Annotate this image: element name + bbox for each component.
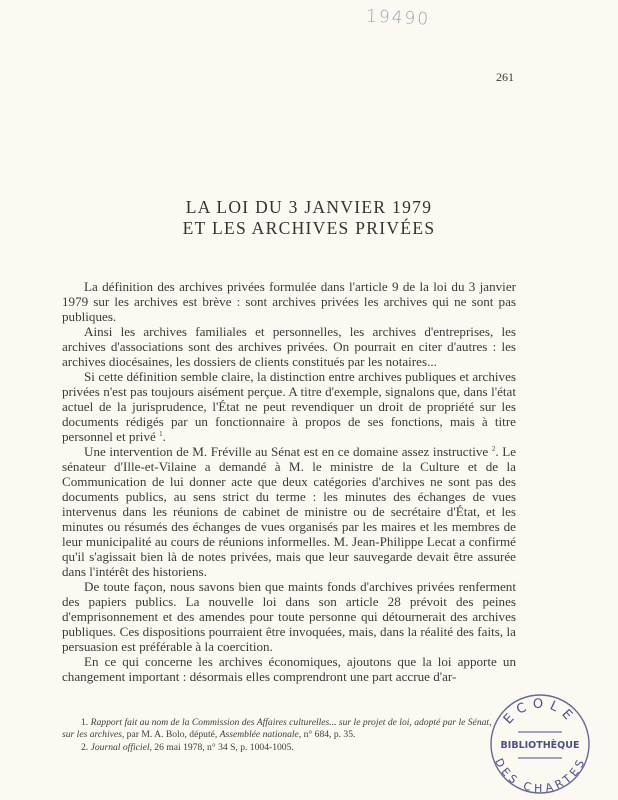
footnote: 1. Rapport fait au nom de la Commission des Affaires culturelles... sur le projet de loi, adopté par le Sénat, sur les archives, par M. A. Bolo, député, Assemblée nationale, n° 684, p. 35.	[62, 717, 492, 741]
title-line-1: LA LOI DU 3 JANVIER 1979	[185, 197, 433, 217]
handwritten-catalog-number: 19490	[365, 6, 431, 30]
paragraph: Si cette définition semble claire, la distinction entre archives publiques et archives privées n'est pas toujours aisément perçue. A titre d'exemple, signalons que, dans l'état actuel de la jurisprudence, l'État ne peut revendiquer un droit de propriété sur les documents rédigés par un fonctionnaire à propos de ses fonctions, mais à titre personnel et privé $^1$.	[62, 369, 516, 444]
library-stamp	[488, 692, 592, 796]
footnotes	[62, 717, 502, 754]
paragraph: Ainsi les archives familiales et personnelles, les archives d'entreprises, les archives d'associations sont des archives privées. On pourrait en citer d'autres : les archives diocésaines, les dossiers de clients constitués par les notaires...	[62, 324, 516, 369]
stamp-bottom-text: DES CHARTES	[492, 756, 588, 796]
article-body	[62, 279, 516, 684]
title-line-2: ET LES ARCHIVES PRIVÉES	[182, 218, 436, 238]
page-number: 261	[496, 70, 514, 84]
footnote: 2. Journal officiel, 26 mai 1978, n° 34 S, p. 1004-1005.	[81, 741, 294, 753]
stamp-center-text: BIBLIOTHÈQUE	[500, 740, 580, 751]
paragraph: En ce qui concerne les archives économiques, ajoutons que la loi apporte un changement important : désormais elles comprendront une part accrue d'ar-	[62, 654, 516, 684]
paragraph: De toute façon, nous savons bien que maints fonds d'archives privées renferment des papiers publics. La nouvelle loi dans son article 28 prévoit des peines d'emprisonnement et des amendes pour toute personne qui détournerait des archives publiques. Ces dispositions pourraient être invoquées, mais, dans la réalité des faits, la persuasion est préférable à la coercition.	[62, 579, 516, 654]
article-title	[0, 197, 618, 239]
paragraph: Une intervention de M. Fréville au Sénat est en ce domaine assez instructive $^2$. Le sénateur d'Ille-et-Vilaine a demandé à M. le ministre de la Culture et de la Communication de lui donner acte que deux catégories d'archives ne sont pas des documents publics, au sens strict du terme : les minutes des échanges de vues intervenus dans les réunions de cabinet de ministre ou de secrétaire d'État, et les minutes ou résumés des échanges de vues organisés par les maires et les membres de leur municipalité au cours de réunions informelles. M. Jean-Philippe Lecat a confirmé qu'il s'agissait bien là de notes privées, mais que leur sauvegarde devait être assurée dans l'intérêt des historiens.	[62, 444, 517, 579]
footnote-ref[interactable]: 1	[159, 430, 163, 438]
footnote-ref[interactable]: 2	[491, 445, 496, 453]
paragraph: La définition des archives privées formulée dans l'article 9 de la loi du 3 janvier 1979 sur les archives est brève : sont archives privées les archives qui ne sont pas publiques.	[62, 279, 516, 324]
stamp-top-text: ECOLE	[500, 696, 580, 728]
